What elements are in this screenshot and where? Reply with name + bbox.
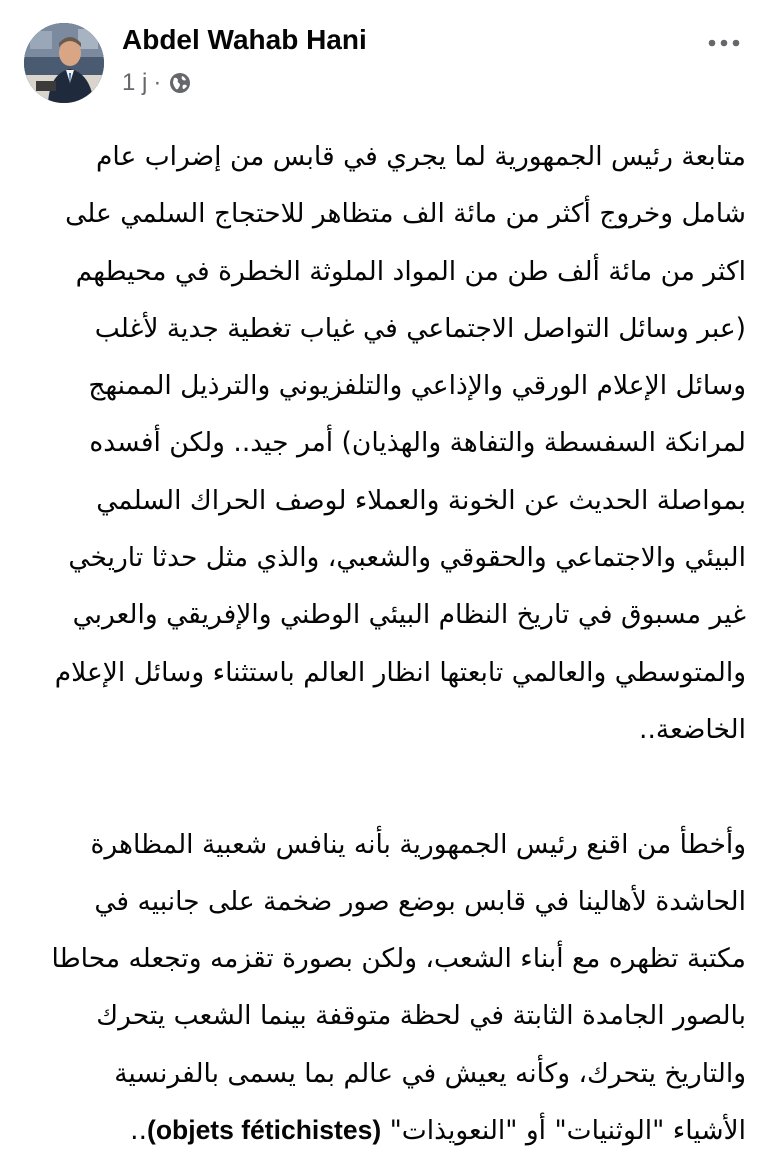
globe-icon[interactable]	[169, 72, 191, 94]
text-line: بمواصلة الحديث عن الخونة والعملاء لوصف الحراك السلمي	[96, 484, 746, 516]
more-options-icon[interactable]	[706, 33, 742, 53]
post-body	[36, 128, 746, 1159]
paragraph-gap	[36, 758, 746, 815]
text-line: لمرانكة السفسطة والتفاهة والهذيان) أمر جيد.. ولكن أفسده	[89, 427, 746, 459]
post-header	[0, 0, 768, 110]
last-line-latin: (objets fétichistes)	[147, 1115, 382, 1146]
text-line: الحاشدة لأهالينا في قابس بوضع صور ضخمة على جانبيه في	[94, 885, 746, 917]
last-line-arabic: الأشياء "الوثنيات" أو "النعويذات"	[389, 1115, 746, 1147]
text-line: اكثر من مائة ألف طن من المواد الملوثة الخطرة في محيطهم	[75, 255, 746, 287]
post-timestamp[interactable]: 1 j	[122, 69, 148, 96]
post-paragraph-1	[36, 128, 746, 758]
text-line-last	[36, 1102, 746, 1159]
post-meta	[122, 68, 191, 98]
text-line: الخاضعة..	[639, 713, 746, 745]
text-line: بالصور الجامدة الثابتة في لحظة متوقفة بينما الشعب يتحرك	[96, 1000, 746, 1032]
text-line: (عبر وسائل التواصل الاجتماعي في غياب تغطية جدية لأغلب	[94, 312, 746, 344]
text-line: شامل وخروج أكثر من مائة الف متظاهر للاحتجاج السلمي على	[65, 198, 746, 230]
text-line: متابعة رئيس الجمهورية لما يجري في قابس من إضراب عام	[96, 141, 746, 172]
text-line: وسائل الإعلام الورقي والإذاعي والتلفزيوني والترذيل الممنهج	[88, 370, 746, 402]
last-line-end: ..	[130, 1115, 147, 1147]
text-line: والتاريخ يتحرك، وكأنه يعيش في عالم بما يسمى بالفرنسية	[114, 1057, 746, 1089]
text-line: غير مسبوق في تاريخ النظام البيئي الوطني والإفريقي والعربي	[72, 599, 746, 631]
post-paragraph-2	[36, 816, 746, 1159]
text-line: وأخطأ من اقنع رئيس الجمهورية بأنه ينافس شعبية المظاهرة	[90, 828, 746, 860]
author-name[interactable]: Abdel Wahab Hani	[122, 24, 367, 55]
author-avatar[interactable]	[24, 23, 104, 103]
text-line: مكتبة تظهره مع أبناء الشعب، ولكن بصورة تقزمه وتجعله محاطا	[51, 943, 746, 975]
meta-separator: ·	[153, 69, 162, 96]
text-line: والمتوسطي والعالمي تابعتها انظار العالم باستثناء وسائل الإعلام	[54, 656, 746, 688]
text-line: البيئي والاجتماعي والحقوقي والشعبي، والذي مثل حدثا تاريخي	[68, 542, 746, 574]
